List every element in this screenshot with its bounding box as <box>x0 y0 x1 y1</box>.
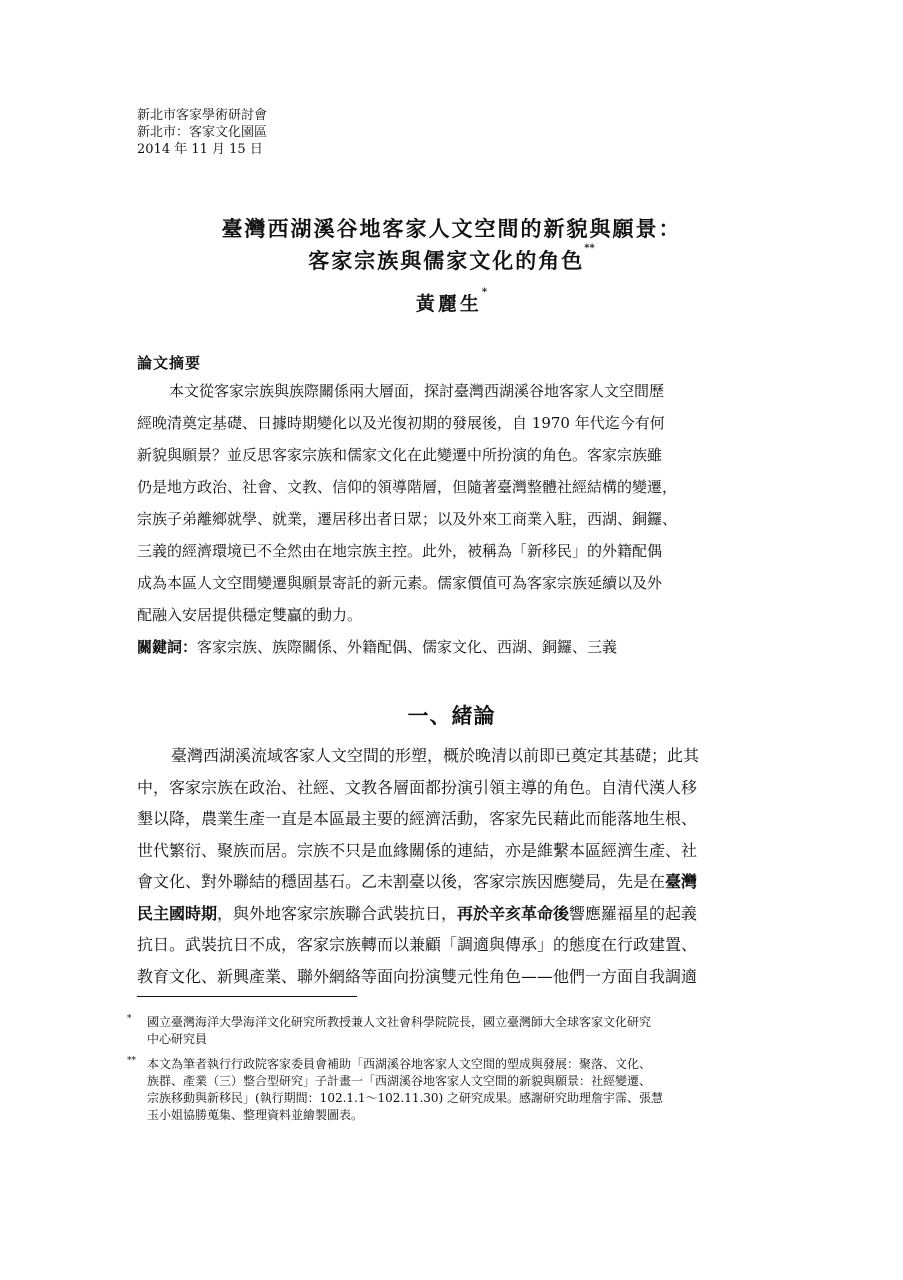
conference-location: 新北市：客家文化園區 <box>137 125 268 140</box>
paper-title-line-1: 臺灣西湖溪谷地客家人文空間的新貌與願景： <box>221 216 682 241</box>
keywords <box>137 631 769 663</box>
conference-name: 新北市客家學術研討會 <box>137 108 268 123</box>
body-line <box>137 898 777 930</box>
abstract <box>137 375 769 663</box>
abstract-line: 成為本區人文空間變遷與願景寄託的新元素。儒家價值可為客家宗族延續以及外 <box>137 574 663 592</box>
body-line <box>137 866 777 898</box>
body-line: 世代繁衍、聚族而居。宗族不只是血緣關係的連結，亦是維繫本區經濟生產、社 <box>137 840 698 860</box>
footnote-line: 族群、產業（三）整合型研究」子計畫一「西湖溪谷地客家人文空間的新貌與願景：社經變遷、 <box>147 1074 652 1088</box>
body-line: 抗日。武裝抗日不成，客家宗族轉而以兼顧「調適與傳承」的態度在行政建置、 <box>137 935 698 954</box>
footnote-line: 國立臺灣海洋大學海洋文化研究所教授兼人文社會科學院院長，國立臺灣師大全球客家文化研究 <box>147 1015 652 1029</box>
abstract-line: 宗族子弟離鄉就學、就業，遷居移出者日眾；以及外來工商業入駐，西湖、銅鑼、 <box>137 510 678 528</box>
body-emphasis: 民主國時期 <box>137 903 218 923</box>
footnotes <box>127 1014 787 1132</box>
body-text-run: ，與外地客家宗族聯合武裝抗日， <box>217 903 458 923</box>
body-text <box>137 740 777 992</box>
abstract-heading: 論文摘要 <box>137 354 202 372</box>
paper-title-text: 客家宗族與儒家文化的角色 <box>308 248 585 273</box>
footnote <box>127 1056 787 1124</box>
body-line: 教育文化、新興產業、聯外網絡等面向扮演雙元性角色——他們一方面自我調適 <box>137 966 698 986</box>
body-text-run: 會文化、對外聯結的穩固基石。乙未割臺以後，客家宗族因應變局，先是在 <box>137 872 666 891</box>
body-emphasis: 再於辛亥革命後 <box>457 903 570 923</box>
footnote-mark: ** <box>127 1056 136 1066</box>
footnote <box>127 1014 787 1048</box>
abstract-line: 配融入安居提供穩定雙贏的動力。 <box>137 606 363 624</box>
abstract-line: 仍是地方政治、社會、文教、信仰的領導階層，但隨著臺灣整體社經結構的變遷， <box>137 478 678 496</box>
footnote-line: 本文為筆者執行行政院客家委員會補助「西湖溪谷地客家人文空間的塑成與發展：聚落、文化、 <box>147 1057 652 1071</box>
footnote-line: 玉小姐協勝蒐集、整理資料並繪製圖表。 <box>147 1108 364 1122</box>
body-emphasis: 臺灣 <box>665 872 698 891</box>
running-header <box>137 107 267 158</box>
body-line: 臺灣西湖溪流域客家人文空間的形塑，概於晚清以前即已奠定其基礎；此其 <box>171 746 700 765</box>
footnote-mark: * <box>127 1014 132 1024</box>
keywords-list: 客家宗族、族際關係、外籍配偶、儒家文化、西湖、銅鑼、三義 <box>197 638 618 656</box>
abstract-line: 經晚清奠定基礎、日據時期變化以及光復初期的發展後，自 1970 年代迄今有何 <box>137 414 665 432</box>
abstract-line: 三義的經濟環境已不全然由在地宗族主控。此外，被稱為「新移民」的外籍配偶 <box>137 542 663 560</box>
author-footnote-mark: * <box>481 287 488 298</box>
footnote-separator <box>137 996 357 997</box>
body-text-run: 響應羅福星的起義 <box>569 903 698 923</box>
conference-date: 2014 年 11 月 15 日 <box>137 142 263 157</box>
abstract-line: 新貌與願景？並反思客家宗族和儒家文化在此變遷中所扮演的角色。客家宗族雖 <box>137 446 663 464</box>
author-name: 黃麗生 <box>415 293 482 315</box>
section-heading: 一、緒論 <box>407 704 496 728</box>
footnote-line: 中心研究員 <box>147 1032 208 1046</box>
author <box>0 289 903 316</box>
title-footnote-mark: ** <box>584 243 595 254</box>
keywords-label: 關鍵詞： <box>137 638 198 656</box>
footnote-line: 宗族移動與新移民」(執行期間：102.1.1～102.11.30) 之研究成果。感謝研究助理詹宇霈、張慧 <box>147 1091 664 1105</box>
body-line: 墾以降，農業生產一直是本區最主要的經濟活動，客家先民藉此而能落地生根、 <box>137 809 698 828</box>
body-line: 中，客家宗族在政治、社經、文教各層面都扮演引領主導的角色。自清代漢人移 <box>137 777 698 797</box>
abstract-line: 本文從客家宗族與族際關係兩大層面，探討臺灣西湖溪谷地客家人文空間歷 <box>169 382 665 400</box>
paper-title-line-2 <box>0 245 903 275</box>
